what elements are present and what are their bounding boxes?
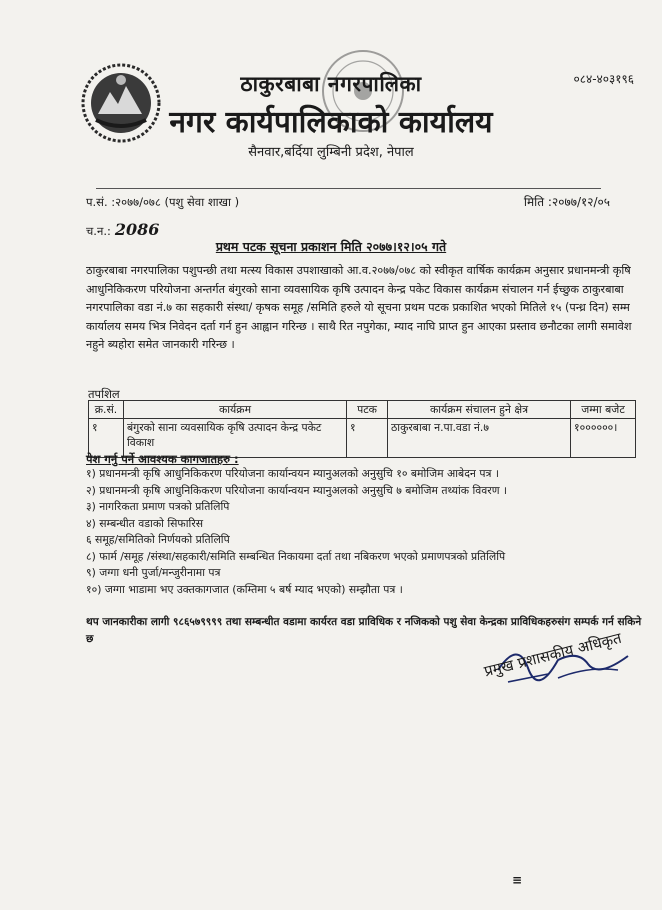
list-item: ६ समूह/समितिको निर्णयको प्रतिलिपि <box>86 533 230 546</box>
list-item: ३) नागरिकता प्रमाण पत्रको प्रतिलिपि <box>86 500 230 513</box>
cell-budget: १००००००। <box>571 419 636 458</box>
cell-times: १ <box>347 419 388 458</box>
col-program: कार्यक्रम <box>124 401 347 419</box>
list-item: १०) जग्गा भाडामा भए उक्तकागजात (कम्तिमा ५ बर्ष म्याद भएको) सम्झौता पत्र । <box>86 582 403 596</box>
dispatch-label: च.न.: <box>86 224 111 238</box>
col-sn: क्र.सं. <box>89 401 124 419</box>
col-times: पटक <box>347 401 388 419</box>
documents-list <box>86 466 646 598</box>
letter-date: मिति :२०७७/१२/०५ <box>523 195 610 209</box>
body-paragraph: ठाकुरबाबा नगरपालिका पशुपन्छी तथा मत्स्य विकास उपशाखाको आ.व.२०७७/०७८ को स्वीकृत वार्षिक कार्यक्रम अनुसार प्रधानमन्त्री कृषि आधुनिकिकरण परियोजना अन्तर्गत बंगुरको साना व्यवसायिक कृषि उत्पादन केन्द्र पकेट विकास कार्यक्रम संचालन गर्न ईच्छुक ठाकुरबाबा नगरपालिका वडा नं.७ का सहकारी संस्था/ कृषक समूह /समिति हरुले यो सूचना प्रथम पटक प्रकाशित भएको मितिले १५ (पन्ध्र दिन) सम्म कार्यालय समय भित्र निवेदन दर्ता गर्न हुन आह्वान गरिन्छ । साथै रित नपुगेका, म्याद नाघि प्राप्त हुन आएका प्रस्ताव छनौटका लागी समावेश नहुने ब्यहोरा समेत जानकारी गरिन्छ । <box>86 264 632 351</box>
notice-heading: प्रथम पटक सूचना प्रकाशन मिति २०७७।१२।०५ गते <box>215 239 447 254</box>
cell-sn: १ <box>89 419 124 458</box>
list-item: १) प्रधानमन्त्री कृषि आधुनिकिकरण परियोजना कार्यान्वयन म्यानुअलको अनुसुचि १० बमोजिम आबेदन पत्र । <box>86 467 499 480</box>
dispatch-number <box>86 220 159 239</box>
col-budget: जम्मा बजेट <box>571 401 636 419</box>
dispatch-value: 2086 <box>114 220 160 239</box>
list-item: ४) सम्बन्धीत वडाको सिफारिस <box>86 516 204 530</box>
documents-title: पेश गर्नु पर्ने आवश्यक कागजातहरु : <box>86 452 239 466</box>
reference-number: प.सं. :२०७७/०७८ (पशु सेवा शाखा ) <box>86 195 240 209</box>
phone-number: ०८४-४०३१९६ <box>573 72 634 86</box>
header-divider <box>96 188 601 189</box>
list-item: ९) जग्गा धनी पुर्जा/मन्जुरीनामा पत्र <box>86 566 221 579</box>
col-area: कार्यक्रम संचालन हुने क्षेत्र <box>388 401 571 419</box>
list-item: ८) फार्म /समूह /संस्था/सहकारी/समिति सम्बन्धित निकायमा दर्ता तथा नबिकरण भएको प्रमाणपत्रको प्रतिलिपि <box>86 549 506 563</box>
program-table <box>88 400 636 458</box>
cell-program: बंगुरको साना व्यवसायिक कृषि उत्पादन केन्द्र पकेट विकाश <box>124 419 347 458</box>
table-caption: तपशिल <box>88 387 120 401</box>
cell-area: ठाकुरबाबा न.पा.वडा नं.७ <box>388 419 571 458</box>
signer-title: प्रमुख प्रशासकीय अधिकृत <box>482 628 624 681</box>
list-item: २) प्रधानमन्त्री कृषि आधुनिकिकरण परियोजना कार्यान्वयन म्यानुअलको अनुसुचि ७ बमोजिम तथ्यांक विवरण । <box>86 483 508 497</box>
office-title: नगर कार्यपालिकाको कार्यालय <box>169 105 493 140</box>
office-name: ठाकुरबाबा नगरपालिका <box>240 72 422 96</box>
table-header-row <box>89 401 636 419</box>
notice-body <box>86 262 646 355</box>
corner-mark: ≡ <box>512 873 523 887</box>
office-address: सैनवार,बर्दिया लुम्बिनी प्रदेश, नेपाल <box>248 145 414 160</box>
contact-note: थप जानकारीका लागी ९८६५७९९९९ तथा सम्बन्धीत वडामा कार्यरत वडा प्राविधिक र नजिकको पशु सेवा केन्द्रका प्राविधिकहरुसंग सम्पर्क गर्न सकिने छ <box>86 616 642 645</box>
